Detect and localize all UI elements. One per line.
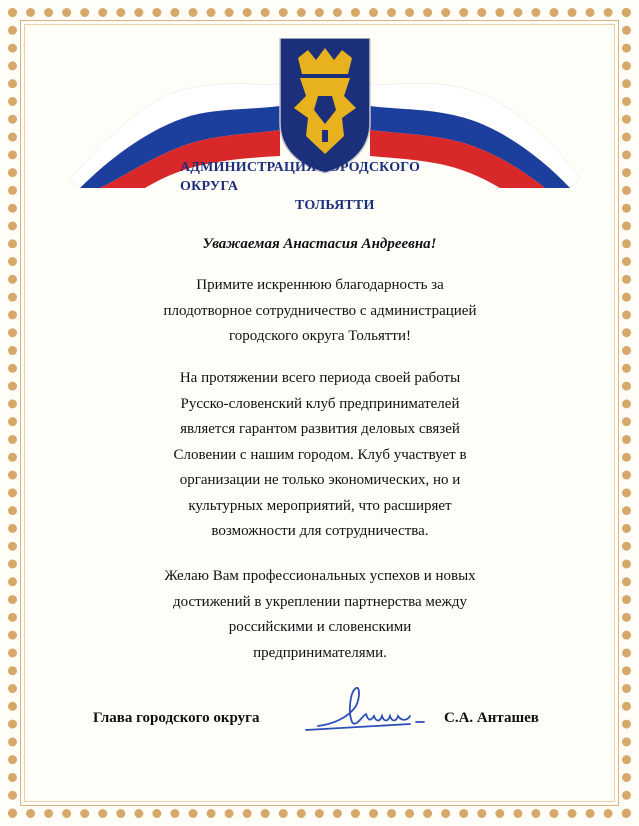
text-line: Словении с нашим городом. Клуб участвует в (173, 446, 467, 463)
text-line: организации не только экономических, но и (179, 472, 461, 488)
togliatti-coat-of-arms-icon (280, 38, 370, 173)
signatory-name: С.А. Анташев (444, 710, 539, 726)
text-line: достижений в укреплении партнерства между (172, 593, 468, 610)
org-line-1: АДМИНИСТРАЦИЯ ГОРОДСКОГО ОКРУГА (180, 160, 421, 194)
org-line-2: ТОЛЬЯТТИ (295, 198, 375, 213)
text-line: Примите искреннюю благодарность за (196, 277, 444, 293)
paragraph-3 (110, 564, 530, 666)
text-line: Русско-словенский клуб предпринимателей (180, 395, 460, 412)
paragraph-1 (110, 273, 530, 350)
text-line: предпринимателями. (253, 644, 387, 661)
signatory-title: Глава городского округа (93, 710, 260, 726)
text-line: российскими и словенскими (228, 619, 412, 635)
organization-title (180, 158, 480, 215)
text-line: культурных мероприятий, что расширяет (188, 497, 452, 514)
paragraph-2 (110, 366, 530, 545)
text-line: плодотворное сотрудничество с администрацией (163, 302, 477, 319)
text-line: возможности для сотрудничества. (211, 523, 429, 539)
text-line: На протяжении всего периода своей работы (179, 370, 461, 386)
salutation: Уважаемая Анастасия Андреевна! (202, 236, 437, 252)
text-line: Желаю Вам профессиональных успехов и новых (164, 568, 476, 584)
handwritten-signature (298, 678, 438, 738)
text-line: городского округа Тольятти! (228, 328, 412, 344)
signature-block (0, 706, 639, 736)
text-line: является гарантом развития деловых связей (180, 421, 460, 437)
